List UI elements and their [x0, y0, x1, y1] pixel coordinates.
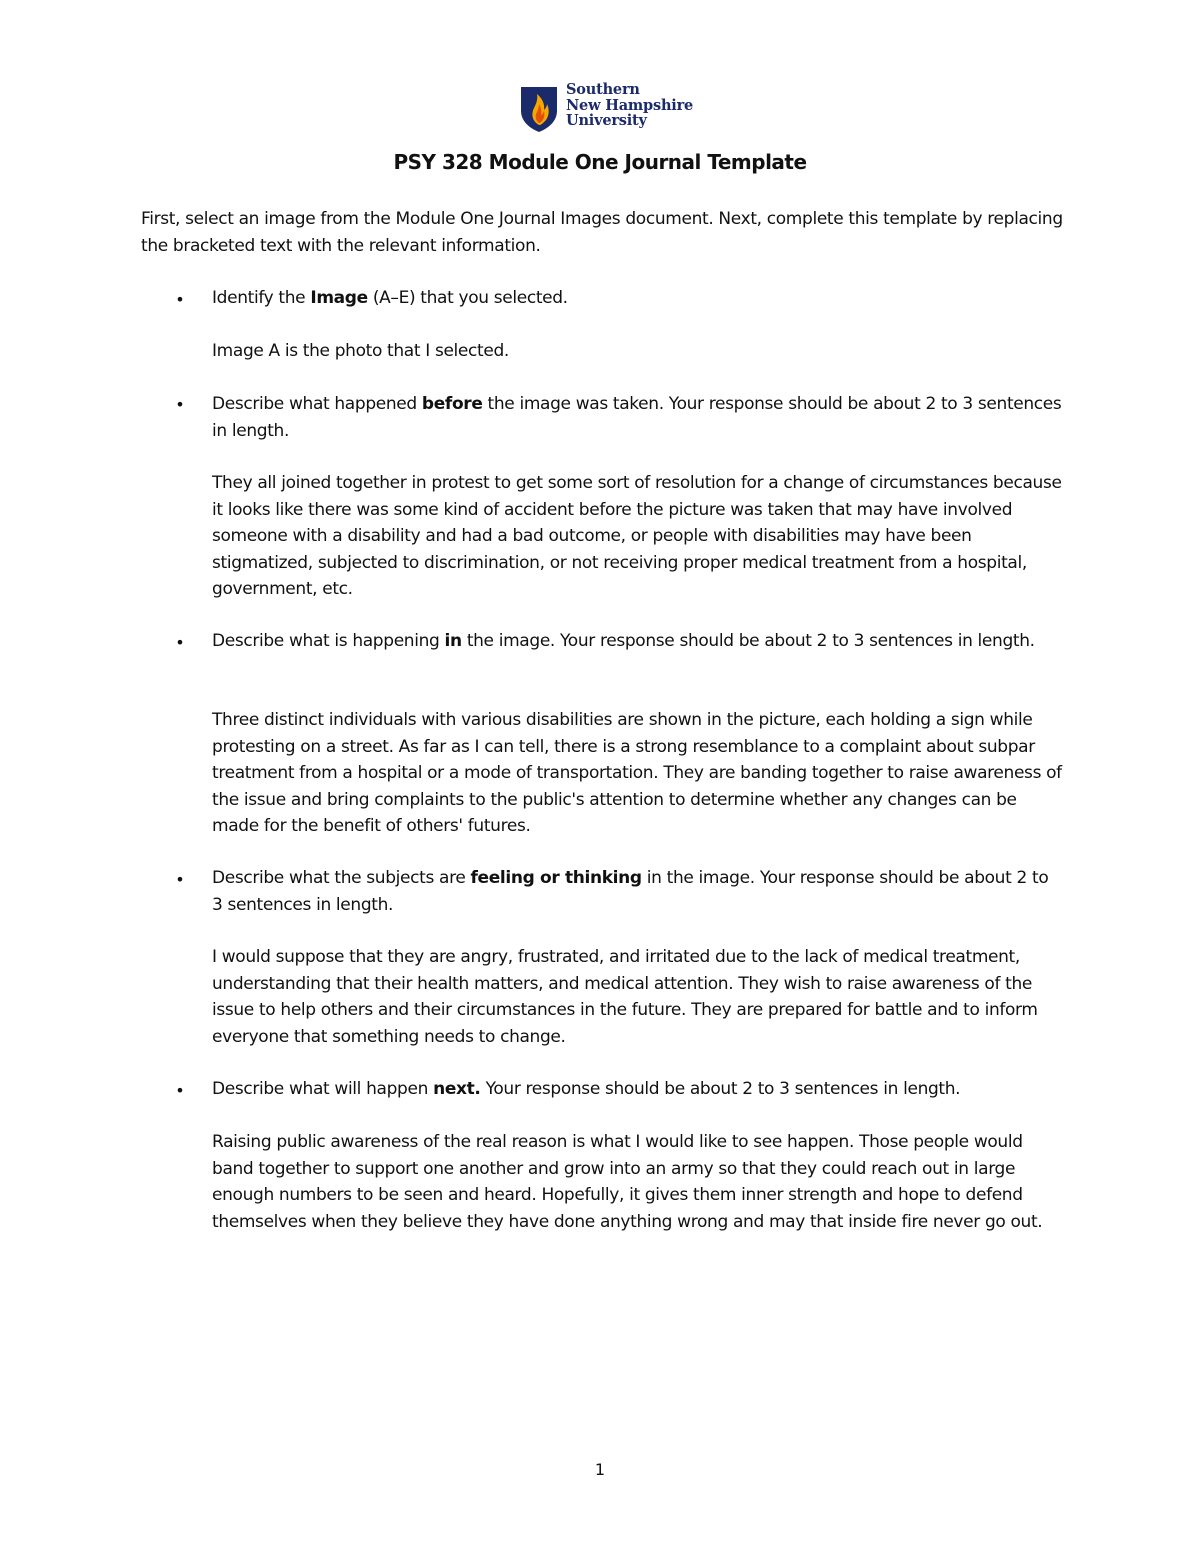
- bullet-icon: •: [175, 290, 185, 309]
- shield-flame-icon: [520, 85, 558, 133]
- bullet-icon: •: [175, 870, 185, 889]
- bullet-icon: •: [175, 633, 185, 652]
- bullet-icon: •: [175, 395, 185, 414]
- answer-feeling: I would suppose that they are angry, frustrated, and irritated due to the lack of medical treatment, understanding that their health matters, and medical attention. They wish to raise awareness of the issue to help others and their circumstances in the future. They are prepared for battle and to inform everyone that something needs to change.: [212, 947, 1038, 1047]
- prompt-keyword: feeling or thinking: [470, 868, 642, 888]
- prompt-keyword: next.: [433, 1079, 481, 1099]
- prompt-text: Identify the: [212, 288, 311, 308]
- logo-line-3: University: [566, 112, 647, 129]
- prompt-text: (A–E) that you selected.: [367, 288, 568, 308]
- prompt-text: Describe what will happen: [212, 1079, 434, 1099]
- university-name: [566, 82, 693, 129]
- prompt-next: [212, 1076, 1062, 1103]
- prompt-text: the image was taken. Your response should be about 2 to 3 sentences in length.: [212, 394, 1062, 441]
- prompt-text: Describe what the subjects are: [212, 868, 471, 888]
- prompt-keyword: in: [444, 631, 462, 651]
- prompt-keyword: Image: [310, 288, 368, 308]
- prompt-image: [212, 285, 1062, 312]
- prompt-before: [212, 391, 1062, 444]
- bullet-icon: •: [175, 1081, 185, 1100]
- answer-in: Three distinct individuals with various disabilities are shown in the picture, each holding a sign while protesting on a street. As far as I can tell, there is a strong resemblance to a complaint about subpar treatment from a hospital or a mode of transportation. They are banding together to raise awareness of the issue and bring complaints to the public's attention to determine whether any changes can be made for the benefit of others' futures.: [212, 710, 1062, 836]
- logo-line-1: Southern: [566, 81, 640, 98]
- answer-image: Image A is the photo that I selected.: [212, 341, 509, 361]
- prompt-text: Describe what happened: [212, 394, 422, 414]
- page-title: PSY 328 Module One Journal Template: [393, 150, 807, 174]
- prompt-text: in the image. Your response should be about 2 to 3 sentences in length.: [212, 868, 1049, 915]
- prompt-in: [212, 628, 1062, 655]
- prompt-feeling: [212, 865, 1062, 918]
- prompt-text: the image. Your response should be about 2 to 3 sentences in length.: [461, 631, 1035, 651]
- answer-next: Raising public awareness of the real reason is what I would like to see happen. Those people would band together to support one another and grow into an army so that they could reach out in large enough numbers to be seen and heard. Hopefully, it gives them inner strength and hope to defend themselves when they believe they have done anything wrong and may that inside fire never go out.: [212, 1132, 1043, 1232]
- answer-before: They all joined together in protest to get some sort of resolution for a change of circumstances because it looks like there was some kind of accident before the picture was taken that may have involved someone with a disability and had a bad outcome, or people with disabilities may have been stigmatized, subjected to discrimination, or not receiving proper medical treatment from a hospital, government, etc.: [212, 473, 1062, 599]
- logo-line-2: New Hampshire: [566, 96, 694, 114]
- prompt-text: Describe what is happening: [212, 631, 445, 651]
- intro-paragraph: First, select an image from the Module One Journal Images document. Next, complete this template by replacing the bracketed text with the relevant information.: [141, 209, 1063, 256]
- page-number: 1: [594, 1460, 606, 1479]
- snhu-logo: [520, 82, 693, 133]
- prompt-keyword: before: [421, 394, 483, 414]
- prompt-text: Your response should be about 2 to 3 sentences in length.: [480, 1079, 961, 1099]
